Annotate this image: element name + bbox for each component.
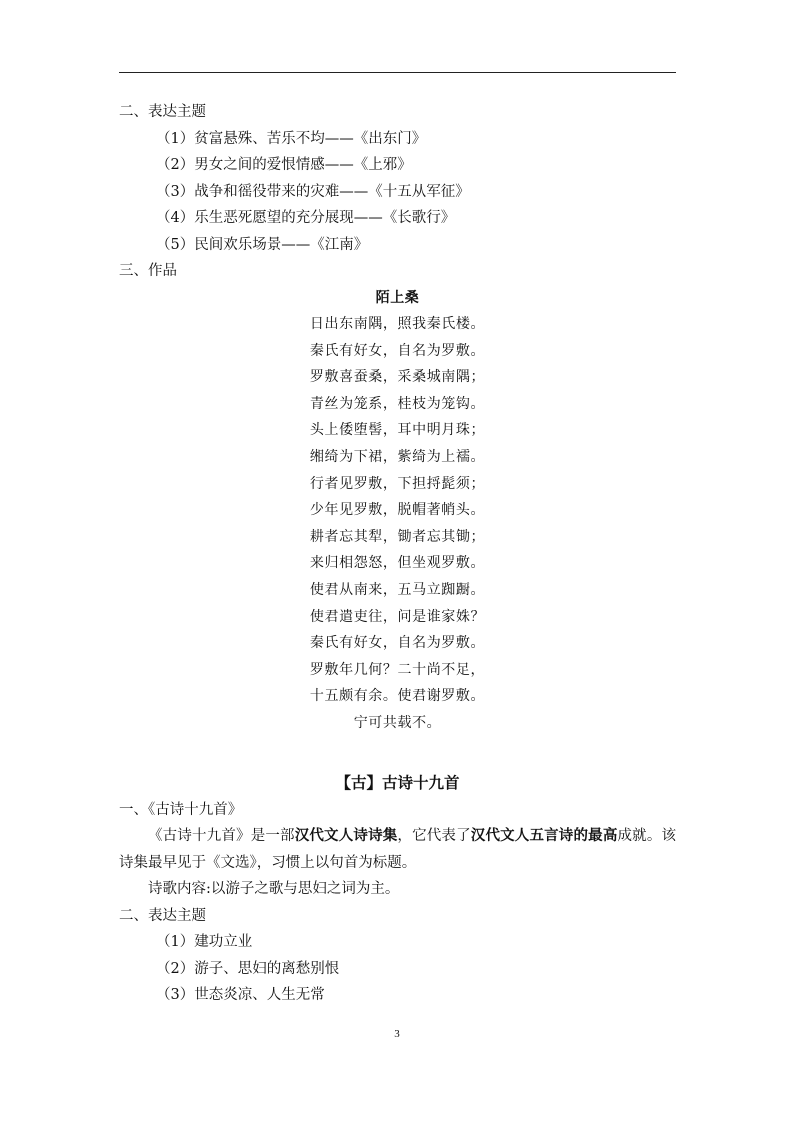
poem-line: 耕者忘其犁，锄者忘其锄； xyxy=(309,528,486,545)
poem-line: 青丝为笼系，桂枝为笼钩。 xyxy=(309,395,486,412)
intro-paragraph xyxy=(119,823,676,876)
poem-line: 十五颇有余。使君谢罗敷。 xyxy=(309,688,486,705)
theme-item: （3）世态炎凉、人生无常 xyxy=(156,987,325,1004)
poem-line: 使君从南来，五马立踟蹰。 xyxy=(309,582,486,599)
document-body xyxy=(119,99,676,1009)
poem-line: 少年见罗敷，脱帽著帩头。 xyxy=(309,502,486,519)
intro-emphasis: 汉代文人诗诗集 xyxy=(294,827,398,845)
header-rule xyxy=(119,72,676,73)
content-paragraph: 诗歌内容:以游子之歌与思妇之词为主。 xyxy=(148,881,400,898)
intro-text: ，它代表了 xyxy=(397,828,471,845)
poem xyxy=(119,285,676,737)
theme-item: （2）游子、思妇的离愁别恨 xyxy=(156,960,340,977)
poem-line: 日出东南隅，照我秦氏楼。 xyxy=(309,316,486,333)
intro-emphasis: 汉代文人五言诗的最高 xyxy=(470,827,618,845)
section-title: 【古】古诗十九首 xyxy=(335,773,460,792)
themes-heading: 二、表达主题 xyxy=(119,104,206,120)
theme-item: （1）建功立业 xyxy=(156,934,253,951)
poem-line: 秦氏有好女，自名为罗敷。 xyxy=(309,342,486,359)
poem-line: 缃绮为下裙，紫绮为上襦。 xyxy=(309,449,486,466)
poem-line: 罗敷年几何？二十尚不足， xyxy=(309,661,486,678)
theme-item: （2）男女之间的爱恨情感——《上邪》 xyxy=(156,157,412,173)
poem-line: 罗敷喜蚕桑，采桑城南隅； xyxy=(309,369,486,386)
poem-line: 宁可共载不。 xyxy=(353,715,442,731)
poem-line: 使君遣吏往，问是谁家姝？ xyxy=(309,608,486,625)
intro-text: 《古诗十九首》是一部 xyxy=(148,828,295,845)
intro-heading: 一、《古诗十九首》 xyxy=(119,801,243,818)
poem-line: 秦氏有好女，自名为罗敷。 xyxy=(309,635,486,652)
theme-item: （5）民间欢乐场景——《江南》 xyxy=(156,236,369,253)
poem-line: 来归相怨怒，但坐观罗敷。 xyxy=(309,555,486,572)
theme-item: （4）乐生恶死愿望的充分展现——《长歌行》 xyxy=(156,210,456,226)
themes-heading: 二、表达主题 xyxy=(119,907,206,924)
theme-item: （1）贫富悬殊、苦乐不均——《出东门》 xyxy=(156,130,427,147)
theme-item: （3）战争和徭役带来的灾难——《十五从军征》 xyxy=(156,183,470,200)
page-number: 3 xyxy=(394,1028,400,1040)
poem-line: 行者见罗敷，下担捋髭须； xyxy=(309,475,486,492)
poem-title: 陌上桑 xyxy=(375,289,420,306)
section-gap xyxy=(119,737,676,769)
works-heading: 三、作品 xyxy=(119,263,177,279)
intro-text: 成就。该诗集最早见于《文选》，习惯上以句首为标题。 xyxy=(119,828,677,871)
poem-line: 头上倭堕髻，耳中明月珠； xyxy=(309,422,486,439)
